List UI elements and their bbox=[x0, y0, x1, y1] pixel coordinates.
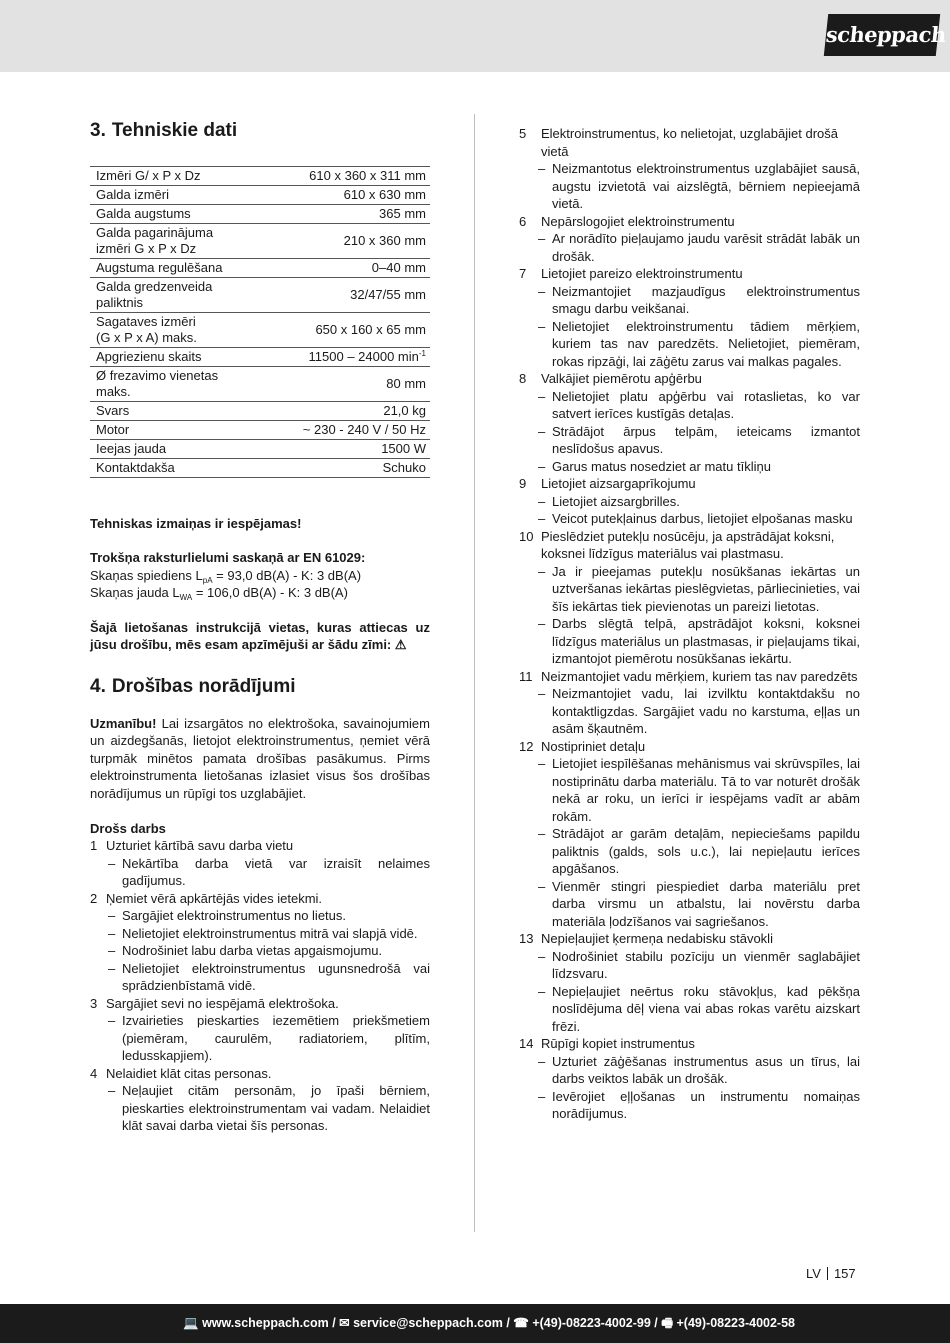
safety-item bbox=[519, 213, 860, 231]
spec-row bbox=[90, 459, 430, 478]
item-subpoint: – Ja ir pieejamas putekļu nosūkšanas iekārtas un uztveršanas iekārtas pieslēgvietas, pārliecinieties, vai šīs iekārtas tiek pievienotas un pareizi lietotas. bbox=[538, 563, 860, 614]
safety-list-right bbox=[519, 125, 860, 1123]
safety-item bbox=[519, 370, 860, 388]
item-number: 1 bbox=[90, 838, 98, 853]
item-number: 7 bbox=[519, 266, 527, 281]
section-number: 4. bbox=[90, 675, 106, 697]
safety-item bbox=[90, 837, 430, 855]
item-subpoint: – Nodrošiniet stabilu pozīciju un vienmēr saglabājiet līdzsvaru. bbox=[538, 948, 860, 981]
noise-power: Skaņas jauda $L_{WA} = 106,0$ dB(A) - K: 3 dB(A) bbox=[90, 585, 348, 602]
item-number: 2 bbox=[90, 890, 98, 906]
item-title: Ņemiet vērā apkārtējās vides ietekmi. bbox=[106, 890, 323, 906]
item-title: Neizmantojiet vadu mērķiem, kuriem tas nav paredzēts bbox=[541, 668, 858, 684]
item-title: Nostipriniet detaļu bbox=[541, 738, 646, 754]
safety-item bbox=[519, 125, 860, 160]
spec-row bbox=[90, 278, 430, 313]
changes-note: Tehniskas izmaiņas ir iespējamas! bbox=[90, 515, 302, 531]
spec-value: 11500 – 24000 $\min^{-1}$ bbox=[263, 348, 430, 367]
section-title: Drošības norādījumi bbox=[111, 675, 296, 697]
page-number: LV 157 bbox=[806, 1266, 856, 1281]
spec-value: 80 mm bbox=[263, 367, 430, 402]
item-subpoint: – Neizmantojiet vadu, lai izvilktu kontaktdakšu no kontaktligzdas. Sargājiet vadu no karstuma, eļļas un asām šķautnēm. bbox=[538, 686, 860, 736]
spec-label: Ieejas jauda bbox=[90, 440, 263, 459]
spec-label: Galda gredzenveida paliktnis bbox=[90, 278, 263, 313]
item-number: 6 bbox=[519, 213, 527, 229]
item-title: Nepieļaujiet ķermeņa nedabisku stāvokli bbox=[541, 931, 773, 946]
item-subpoint: – Veicot putekļainus darbus, lietojiet elpošanas masku bbox=[538, 511, 853, 526]
item-title: Nelaidiet klāt citas personas. bbox=[106, 1065, 272, 1081]
item-subpoint: – Neizmantojiet mazjaudīgus elektroinstrumentus smagu darbu veikšanai. bbox=[538, 283, 860, 316]
safety-item bbox=[519, 930, 860, 948]
spec-value: 32/47/55 mm bbox=[263, 278, 430, 313]
item-subpoint: – Nekārtība darba vietā var izraisīt nelaimes gadījumus. bbox=[108, 855, 430, 888]
item-subpoint: – Nelietojiet elektroinstrumentus mitrā vai slapjā vidē. bbox=[108, 925, 418, 941]
item-title: Lietojiet aizsargaprīkojumu bbox=[541, 476, 696, 491]
item-subpoint: – Nelietojiet platu apģērbu vai rotaslietas, ko var satvert ierīces kustīgās detaļas. bbox=[538, 388, 860, 421]
spec-value: 210 x 360 mm bbox=[263, 224, 430, 259]
item-number: 12 bbox=[519, 738, 534, 754]
item-number: 13 bbox=[519, 931, 534, 946]
item-number: 11 bbox=[519, 668, 533, 684]
item-subpoint: – Lietojiet iespīlēšanas mehānismus vai skrūvspīles, lai nostiprinātu darba materiālu. Tā to var noturēt drošāk nekā ar roku, un ierīci ir iespējams vadīt ar abām rokām. bbox=[538, 756, 860, 824]
spec-value: ~ 230 - 240 V / 50 Hz bbox=[263, 421, 430, 440]
item-subpoint: – Neļaujiet citām personām, jo īpaši bērniem, pieskarties elektroinstrumentam vai vadam. Nelaidiet klāt savai darba vietai šīs personas. bbox=[108, 1083, 430, 1133]
spec-label: Sagataves izmēri (G x P x A) maks. bbox=[90, 313, 263, 348]
attention-paragraph: Uzmanību! Lai izsargātos no elektrošoka, savainojumiem un aizdegšanās, lietojot elektroinstrumentus, ņemiet vērā turpmāk minētos pamata drošības pasākumus. Pirms elektroinstrumenta lietošanas izlasiet visus šos drošības norādījumus un rūpīgi tos uzglabājiet. bbox=[90, 715, 430, 801]
spec-row bbox=[90, 313, 430, 348]
warning-note: Šajā lietošanas instrukcijā vietas, kuras attiecas uz jūsu drošību, mēs esam apzīmējuši ar šādu zīmi: ⚠ bbox=[90, 619, 430, 652]
safety-item bbox=[90, 995, 430, 1013]
item-subpoint: – Nepieļaujiet neērtus roku stāvokļus, kad pēkšņa noslīdējuma dēļ viena vai abas rokas varētu aizskart frēzi. bbox=[538, 983, 860, 1034]
noise-pressure: Skaņas spiediens $L_{pA} = 93,0$ dB(A) - K: 3 dB(A) bbox=[90, 567, 362, 585]
section-number: 3. bbox=[90, 120, 106, 141]
spec-value: 21,0 kg bbox=[263, 402, 430, 421]
spec-label: Motor bbox=[90, 421, 263, 440]
item-title: Rūpīgi kopiet instrumentus bbox=[541, 1036, 695, 1051]
item-title: Sargājiet sevi no iespējamā elektrošoka. bbox=[106, 995, 339, 1011]
spec-label: Augstuma regulēšana bbox=[90, 259, 263, 278]
item-subpoint: – Izvairieties pieskarties iezemētiem priekšmetiem (piemēram, caurulēm, radiatoriem, plītīm, ledusskapjiem). bbox=[108, 1013, 430, 1063]
spec-value: 0–40 mm bbox=[263, 259, 430, 278]
spec-value: 610 x 360 x 311 mm bbox=[263, 167, 430, 186]
item-subpoint: – Uzturiet zāģēšanas instrumentus asus un tīrus, lai darbs veiktos labāk un drošāk. bbox=[538, 1053, 860, 1086]
spec-row bbox=[90, 224, 430, 259]
safety-item bbox=[519, 668, 860, 686]
spec-row bbox=[90, 205, 430, 224]
spec-row bbox=[90, 348, 430, 367]
item-number: 10 bbox=[519, 528, 534, 544]
item-subpoint: – Nelietojiet elektroinstrumentu tādiem mērķiem, kuriem tas nav paredzēts. Nelietojiet, piemēram, rokas ripzāģi, lai zāģētu zarus vai malkas pagales. bbox=[538, 318, 860, 369]
left-column bbox=[90, 118, 430, 1135]
item-subpoint: – Nelietojiet elektroinstrumentus ugunsnedrošā vai sprādzienbīstamā vidē. bbox=[108, 960, 430, 993]
item-number: 9 bbox=[519, 476, 527, 491]
header-band bbox=[0, 0, 950, 72]
item-subpoint: – Garus matus nosedziet ar matu tīkliņu bbox=[538, 458, 771, 474]
item-number: 8 bbox=[519, 371, 527, 386]
spec-row bbox=[90, 167, 430, 186]
spec-label: Galda izmēri bbox=[90, 186, 263, 205]
item-number: 14 bbox=[519, 1036, 534, 1051]
spec-row bbox=[90, 421, 430, 440]
spec-value: 650 x 160 x 65 mm bbox=[263, 313, 430, 348]
footer-contact: 💻 www.scheppach.com / ✉ service@scheppach.com / ☎ +(49)-08223-4002-99 / 🖷 +(49)-08223-4002-58 bbox=[0, 1304, 950, 1343]
spec-row bbox=[90, 259, 430, 278]
spec-label: Galda pagarinājuma izmēri G x P x Dz bbox=[90, 224, 263, 259]
item-title: Pieslēdziet putekļu nosūcēju, ja apstrādājat koksni, koksnei līdzīgus materiālus vai plastmasu. bbox=[541, 528, 835, 561]
safety-item bbox=[90, 890, 430, 908]
spec-value: 365 mm bbox=[263, 205, 430, 224]
item-subpoint: – Vienmēr stingri piespiediet darba materiālu pret darba virsmu un atbalstu, lai novērstu darba materiāla ļodzīšanos vai sagriešanos. bbox=[538, 878, 860, 929]
noise-heading: Trokšņa raksturlielumi saskaņā ar EN 61029: bbox=[90, 550, 366, 565]
spec-row bbox=[90, 186, 430, 205]
spec-label: Ø frezavimo vienetas maks. bbox=[90, 367, 263, 402]
spec-label: Kontaktdakša bbox=[90, 459, 263, 478]
item-subpoint: – Lietojiet aizsargbrilles. bbox=[538, 493, 680, 509]
safety-item bbox=[519, 1035, 860, 1053]
spec-row bbox=[90, 402, 430, 421]
item-title: Lietojiet pareizo elektroinstrumentu bbox=[541, 266, 743, 281]
item-number: 5 bbox=[519, 126, 527, 141]
spec-label: Galda augstums bbox=[90, 205, 263, 224]
spec-label: Izmēri G/ x P x Dz bbox=[90, 167, 263, 186]
spec-label: Svars bbox=[90, 402, 263, 421]
right-column bbox=[519, 125, 860, 1123]
item-subpoint: – Ievērojiet eļļošanas un instrumentu nomaiņas norādījumus. bbox=[538, 1088, 860, 1121]
spec-row bbox=[90, 367, 430, 402]
section-title: Tehniskie dati bbox=[111, 120, 238, 141]
safety-item bbox=[90, 1065, 430, 1083]
spec-value: 1500 W bbox=[263, 440, 430, 459]
item-title: Nepārslogojiet elektroinstrumentu bbox=[541, 213, 735, 229]
column-divider bbox=[474, 114, 475, 1232]
brand-logo: scheppach bbox=[824, 14, 940, 56]
spec-row bbox=[90, 440, 430, 459]
spec-value: Schuko bbox=[263, 459, 430, 478]
spec-table bbox=[90, 166, 430, 478]
item-subpoint: – Nodrošiniet labu darba vietas apgaismojumu. bbox=[108, 943, 383, 958]
item-title: Elektroinstrumentus, ko nelietojat, uzglabājiet drošā vietā bbox=[541, 126, 838, 159]
safe-work-heading: Drošs darbs bbox=[90, 820, 166, 836]
item-number: 4 bbox=[90, 1065, 98, 1081]
safety-list-left bbox=[90, 837, 430, 1135]
safety-item bbox=[519, 738, 860, 756]
spec-value: 610 x 630 mm bbox=[263, 186, 430, 205]
safety-item bbox=[519, 265, 860, 283]
section-4-heading bbox=[90, 674, 430, 700]
safety-item bbox=[519, 475, 860, 493]
item-title: Valkājiet piemērotu apģērbu bbox=[541, 371, 702, 386]
item-title: Uzturiet kārtībā savu darba vietu bbox=[106, 838, 294, 853]
item-subpoint: – Darbs slēgtā telpā, apstrādājot koksni, koksnei līdzīgus materiālus un plastmasas, ir pieļaujams tikai, izmantojot piemērotu nosūkšanas iekārtu. bbox=[538, 616, 860, 666]
item-subpoint: – Strādājot ar garām detaļām, nepieciešams papildu paliktnis (galds, sols u.c.), lai nepieļautu ierīces apgāšanos. bbox=[538, 826, 860, 876]
item-subpoint: – Ar norādīto pieļaujamo jaudu varēsit strādāt labāk un drošāk. bbox=[538, 231, 860, 264]
safety-item bbox=[519, 528, 860, 563]
section-3-heading bbox=[90, 118, 430, 144]
item-subpoint: – Strādājot ārpus telpām, ieteicams izmantot neslīdošus apavus. bbox=[538, 423, 860, 456]
spec-label: Apgriezienu skaits bbox=[90, 348, 263, 367]
item-number: 3 bbox=[90, 995, 98, 1011]
item-subpoint: – Neizmantotus elektroinstrumentus uzglabājiet sausā, augstu izvietotā vai aizslēgtā, bērniem nepieejamā vietā. bbox=[538, 161, 860, 211]
item-subpoint: – Sargājiet elektroinstrumentus no lietus. bbox=[108, 908, 347, 923]
